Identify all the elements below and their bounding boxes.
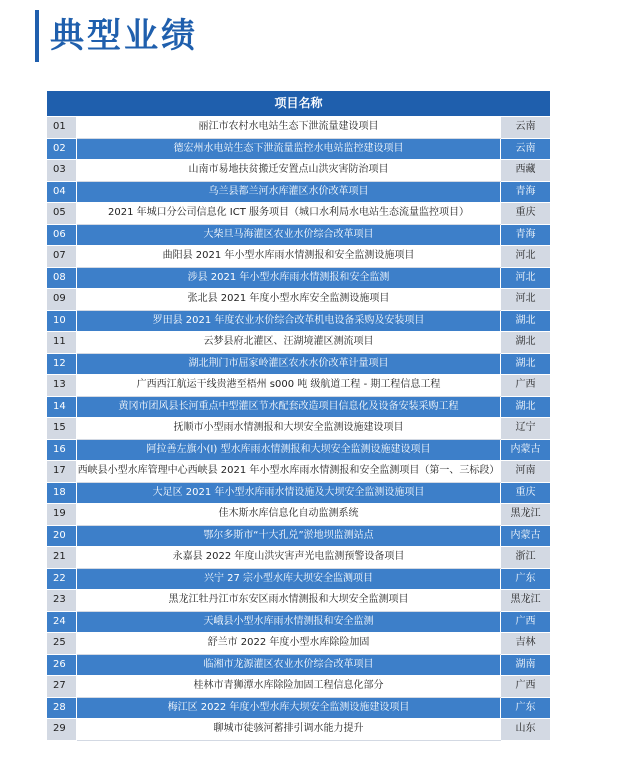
table-row xyxy=(47,332,551,354)
table-row xyxy=(47,697,551,719)
project-name: 德宏州水电站生态下泄流量监控水电站监控建设项目 xyxy=(77,138,501,160)
table-row xyxy=(47,439,551,461)
project-name: 永嘉县 2022 年度山洪灾害声光电监测预警设备项目 xyxy=(77,547,501,569)
project-region: 湖北 xyxy=(501,332,551,354)
project-region: 湖南 xyxy=(501,654,551,676)
row-number: 05 xyxy=(47,203,77,225)
project-name: 临湘市龙源灌区农业水价综合改革项目 xyxy=(77,654,501,676)
table-row xyxy=(47,525,551,547)
row-number: 03 xyxy=(47,160,77,182)
project-name: 兴宁 27 宗小型水库大坝安全监测项目 xyxy=(77,568,501,590)
row-number: 09 xyxy=(47,289,77,311)
project-name: 涉县 2021 年小型水库雨水情测报和安全监测 xyxy=(77,267,501,289)
row-number: 11 xyxy=(47,332,77,354)
project-region: 浙江 xyxy=(501,547,551,569)
projects-table xyxy=(46,90,551,741)
table-row xyxy=(47,418,551,440)
project-name: 乌兰县都兰河水库灌区水价改革项目 xyxy=(77,181,501,203)
table-row xyxy=(47,224,551,246)
project-region: 河南 xyxy=(501,461,551,483)
row-number: 06 xyxy=(47,224,77,246)
project-name: 梅江区 2022 年度小型水库大坝安全监测设施建设项目 xyxy=(77,697,501,719)
project-name: 桂林市青狮潭水库除险加固工程信息化部分 xyxy=(77,676,501,698)
table-header: 项目名称 xyxy=(47,91,551,117)
project-region: 山东 xyxy=(501,719,551,741)
table-row xyxy=(47,547,551,569)
row-number: 29 xyxy=(47,719,77,741)
row-number: 22 xyxy=(47,568,77,590)
project-name: 大足区 2021 年小型水库雨水情设施及大坝安全监测设施项目 xyxy=(77,482,501,504)
table-body xyxy=(47,117,551,741)
row-number: 08 xyxy=(47,267,77,289)
table-row xyxy=(47,117,551,139)
table-row xyxy=(47,138,551,160)
row-number: 02 xyxy=(47,138,77,160)
table-row xyxy=(47,676,551,698)
table-row xyxy=(47,396,551,418)
table-row xyxy=(47,719,551,741)
title-accent-bar xyxy=(35,10,39,62)
project-region: 广西 xyxy=(501,611,551,633)
row-number: 18 xyxy=(47,482,77,504)
project-name: 聊城市徒骇河蓄排引调水能力提升 xyxy=(77,719,501,741)
row-number: 12 xyxy=(47,353,77,375)
project-region: 广东 xyxy=(501,568,551,590)
row-number: 19 xyxy=(47,504,77,526)
table-row xyxy=(47,310,551,332)
row-number: 25 xyxy=(47,633,77,655)
project-name: 黑龙江牡丹江市东安区雨水情测报和大坝安全监测项目 xyxy=(77,590,501,612)
row-number: 07 xyxy=(47,246,77,268)
project-name: 佳木斯水库信息化自动监测系统 xyxy=(77,504,501,526)
row-number: 13 xyxy=(47,375,77,397)
project-name: 曲阳县 2021 年小型水库雨水情测报和安全监测设施项目 xyxy=(77,246,501,268)
project-region: 湖北 xyxy=(501,353,551,375)
table-row xyxy=(47,289,551,311)
table-header-row xyxy=(47,91,551,117)
table-row xyxy=(47,504,551,526)
project-name: 舒兰市 2022 年度小型水库除险加固 xyxy=(77,633,501,655)
table-row xyxy=(47,568,551,590)
page-title: 典型业绩 xyxy=(50,16,198,56)
project-name: 张北县 2021 年度小型水库安全监测设施项目 xyxy=(77,289,501,311)
project-region: 西藏 xyxy=(501,160,551,182)
project-name: 2021 年城口分公司信息化 ICT 服务项目（城口水利局水电站生态流量监控项目） xyxy=(77,203,501,225)
project-region: 黑龙江 xyxy=(501,504,551,526)
project-name: 湖北荆门市屈家岭灌区农水水价改革计量项目 xyxy=(77,353,501,375)
table-row xyxy=(47,482,551,504)
project-region: 湖北 xyxy=(501,310,551,332)
project-region: 吉林 xyxy=(501,633,551,655)
row-number: 24 xyxy=(47,611,77,633)
project-region: 云南 xyxy=(501,138,551,160)
table-row xyxy=(47,353,551,375)
project-name: 云梦县府北灌区、汪湖境灌区测流项目 xyxy=(77,332,501,354)
row-number: 01 xyxy=(47,117,77,139)
project-name: 罗田县 2021 年度农业水价综合改革机电设备采购及安装项目 xyxy=(77,310,501,332)
project-region: 重庆 xyxy=(501,482,551,504)
project-region: 广西 xyxy=(501,375,551,397)
table-row xyxy=(47,654,551,676)
table-row xyxy=(47,267,551,289)
project-name: 阿拉善左旗小(I) 型水库雨水情测报和大坝安全监测设施建设项目 xyxy=(77,439,501,461)
row-number: 16 xyxy=(47,439,77,461)
row-number: 21 xyxy=(47,547,77,569)
project-name: 黄冈市团风县长河重点中型灌区节水配套改造项目信息化及设备安装采购工程 xyxy=(77,396,501,418)
project-name: 大柴旦马海灌区农业水价综合改革项目 xyxy=(77,224,501,246)
project-name: 西峡县小型水库管理中心西峡县 2021 年小型水库雨水情测报和安全监测项目（第一、三标段） xyxy=(77,461,501,483)
table-row xyxy=(47,611,551,633)
project-region: 青海 xyxy=(501,181,551,203)
project-region: 云南 xyxy=(501,117,551,139)
project-name: 抚顺市小型雨水情测报和大坝安全监测设施建设项目 xyxy=(77,418,501,440)
project-region: 广西 xyxy=(501,676,551,698)
table-row xyxy=(47,375,551,397)
row-number: 20 xyxy=(47,525,77,547)
row-number: 28 xyxy=(47,697,77,719)
table-row xyxy=(47,461,551,483)
project-region: 重庆 xyxy=(501,203,551,225)
project-region: 河北 xyxy=(501,267,551,289)
project-region: 内蒙古 xyxy=(501,439,551,461)
row-number: 15 xyxy=(47,418,77,440)
row-number: 27 xyxy=(47,676,77,698)
project-region: 辽宁 xyxy=(501,418,551,440)
project-name: 广西西江航运干线贵港至梧州 s000 吨 级航道工程 - 期工程信息工程 xyxy=(77,375,501,397)
row-number: 17 xyxy=(47,461,77,483)
row-number: 23 xyxy=(47,590,77,612)
row-number: 10 xyxy=(47,310,77,332)
table-row xyxy=(47,590,551,612)
table-row xyxy=(47,203,551,225)
project-name: 天峨县小型水库雨水情测报和安全监测 xyxy=(77,611,501,633)
project-name: 山南市易地扶贫搬迁安置点山洪灾害防治项目 xyxy=(77,160,501,182)
project-name: 鄂尔多斯市“十大孔兑”淤地坝监测站点 xyxy=(77,525,501,547)
table-row xyxy=(47,160,551,182)
table-row xyxy=(47,181,551,203)
project-region: 黑龙江 xyxy=(501,590,551,612)
row-number: 14 xyxy=(47,396,77,418)
project-region: 河北 xyxy=(501,246,551,268)
project-region: 青海 xyxy=(501,224,551,246)
project-region: 湖北 xyxy=(501,396,551,418)
row-number: 26 xyxy=(47,654,77,676)
project-region: 广东 xyxy=(501,697,551,719)
project-region: 河北 xyxy=(501,289,551,311)
row-number: 04 xyxy=(47,181,77,203)
table-row xyxy=(47,246,551,268)
project-region: 内蒙古 xyxy=(501,525,551,547)
project-name: 丽江市农村水电站生态下泄流量建设项目 xyxy=(77,117,501,139)
table-row xyxy=(47,633,551,655)
